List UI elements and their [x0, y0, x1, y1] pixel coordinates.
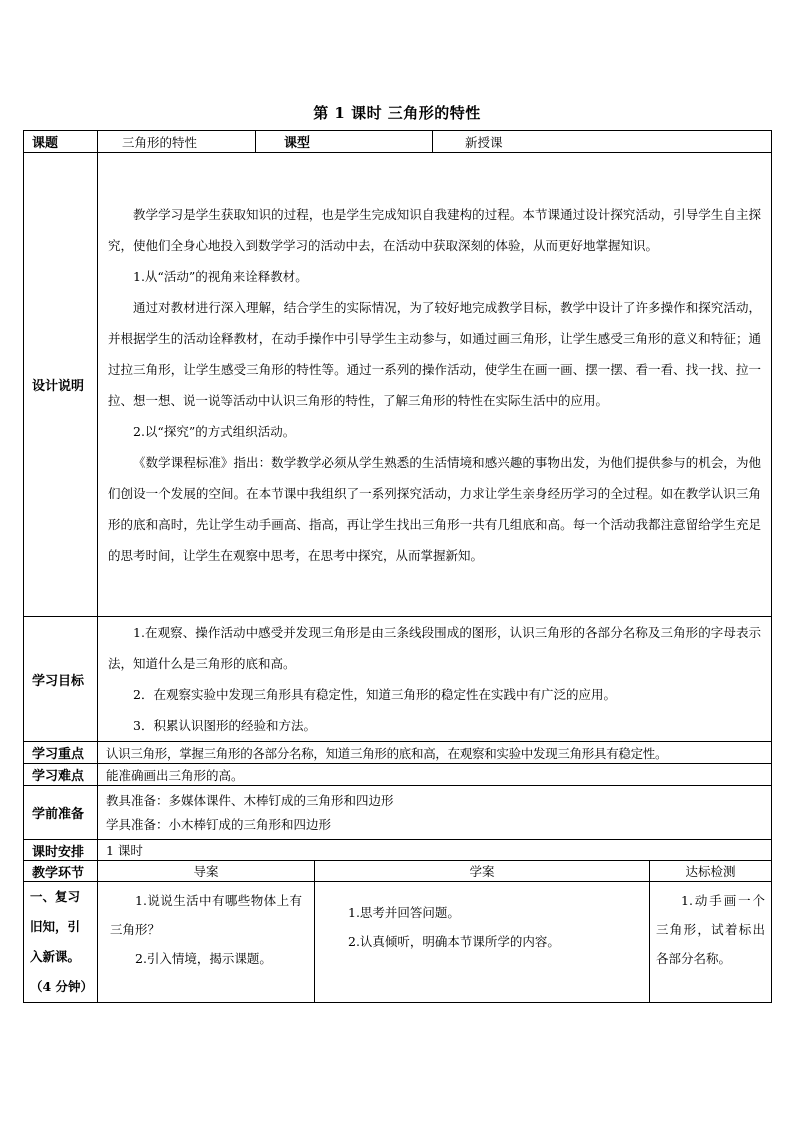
topic-row	[24, 131, 772, 153]
page-title: 第 1 课时 三角形的特性	[313, 104, 481, 122]
student-preparation: 学具准备：小木棒钉成的三角形和四边形	[106, 816, 332, 832]
difficulty-value: 能准确画出三角形的高。	[98, 764, 772, 786]
design-paragraph: 2.以“探究”的方式组织活动。	[133, 423, 296, 439]
goals-content	[98, 617, 772, 742]
goal-item: 3．积累认识图形的经验和方法。	[133, 718, 316, 733]
goals-row	[24, 617, 772, 742]
key-points-label: 学习重点	[24, 742, 98, 764]
test-item: 1.动手画一个三角形，试着标出各部分名称。	[656, 893, 766, 966]
study-header: 学案	[315, 861, 650, 882]
stage-line: 一、复习	[30, 889, 81, 904]
design-paragraph: 1.从“活动”的视角来诠释教材。	[133, 268, 308, 284]
schedule-value: 1 课时	[98, 840, 772, 861]
study-item: 1.思考并回答问题。	[348, 905, 460, 920]
topic-label: 课题	[24, 131, 98, 153]
design-label: 设计说明	[24, 153, 98, 617]
teacher-preparation: 教具准备：多媒体课件、木棒钉成的三角形和四边形	[106, 792, 394, 808]
stage-cell	[24, 882, 98, 1003]
preparation-content	[98, 786, 772, 840]
test-header: 达标检测	[650, 861, 772, 882]
stage-line: 旧知，引	[30, 919, 81, 934]
stage-header: 教学环节	[24, 861, 98, 882]
guide-cell	[98, 882, 315, 1003]
guide-item: 1.说说生活中有哪些物体上有三角形？	[110, 893, 302, 937]
topic-value: 三角形的特性	[98, 131, 256, 153]
design-paragraph: 教学学习是学生获取知识的过程，也是学生完成知识自我建构的过程。本节课通过设计探究活动，引导学生自主探究，使他们全身心地投入到数学学习的活动中去，在活动中获取深刻的体验，从而更好地掌握知识。	[108, 206, 762, 253]
design-paragraph: 通过对教材进行深入理解，结合学生的实际情况，为了较好地完成教学目标，教学中设计了许多操作和探究活动，并根据学生的活动诠释教材，在动手操作中引导学生主动参与，如通过画三角形，让学生感受三角形的意义和特征；通过拉三角形，让学生感受三角形的特性等。通过一系列的操作活动，使学生在画一画、摆一摆、看一看、找一找、拉一拉、想一想、说一说等活动中认识三角形的特性，了解三角形的特性在实际生活中的应用。	[108, 299, 762, 408]
guide-header: 导案	[98, 861, 315, 882]
study-item: 2.认真倾听，明确本节课所学的内容。	[348, 934, 560, 949]
type-value: 新授课	[433, 131, 772, 153]
guide-item: 2.引入情境，揭示课题。	[135, 951, 272, 966]
goals-label: 学习目标	[24, 617, 98, 742]
difficulty-label: 学习难点	[24, 764, 98, 786]
test-cell	[650, 882, 772, 1003]
stage-line: 入新课。	[30, 949, 81, 964]
schedule-row	[24, 840, 772, 861]
schedule-label: 课时安排	[24, 840, 98, 861]
lesson-plan-table	[23, 130, 772, 1003]
type-label: 课型	[256, 131, 433, 153]
design-row	[24, 153, 772, 617]
preparation-row	[24, 786, 772, 840]
key-points-value: 认识三角形，掌握三角形的各部分名称，知道三角形的底和高，在观察和实验中发现三角形具有稳定性。	[98, 742, 772, 764]
design-content	[98, 153, 772, 617]
preparation-label: 学前准备	[24, 786, 98, 840]
goal-item: 2．在观察实验中发现三角形具有稳定性，知道三角形的稳定性在实践中有广泛的应用。	[133, 687, 616, 702]
goal-item: 1.在观察、操作活动中感受并发现三角形是由三条线段围成的图形，认识三角形的各部分名称及三角形的字母表示法，知道什么是三角形的底和高。	[108, 625, 762, 671]
process-header-row	[24, 861, 772, 882]
difficulty-row	[24, 764, 772, 786]
study-cell	[315, 882, 650, 1003]
stage-row	[24, 882, 772, 1003]
key-points-row	[24, 742, 772, 764]
design-paragraph: 《数学课程标准》指出：数学教学必须从学生熟悉的生活情境和感兴趣的事物出发，为他们提供参与的机会，为他们创设一个发展的空间。在本节课中我组织了一系列探究活动，力求让学生亲身经历学习的全过程。如在教学认识三角形的底和高时，先让学生动手画高、指高，再让学生找出三角形一共有几组底和高。每一个活动我都注意留给学生充足的思考时间，让学生在观察中思考，在思考中探究，从而掌握新知。	[108, 454, 762, 563]
stage-line: （4 分钟）	[30, 979, 94, 994]
